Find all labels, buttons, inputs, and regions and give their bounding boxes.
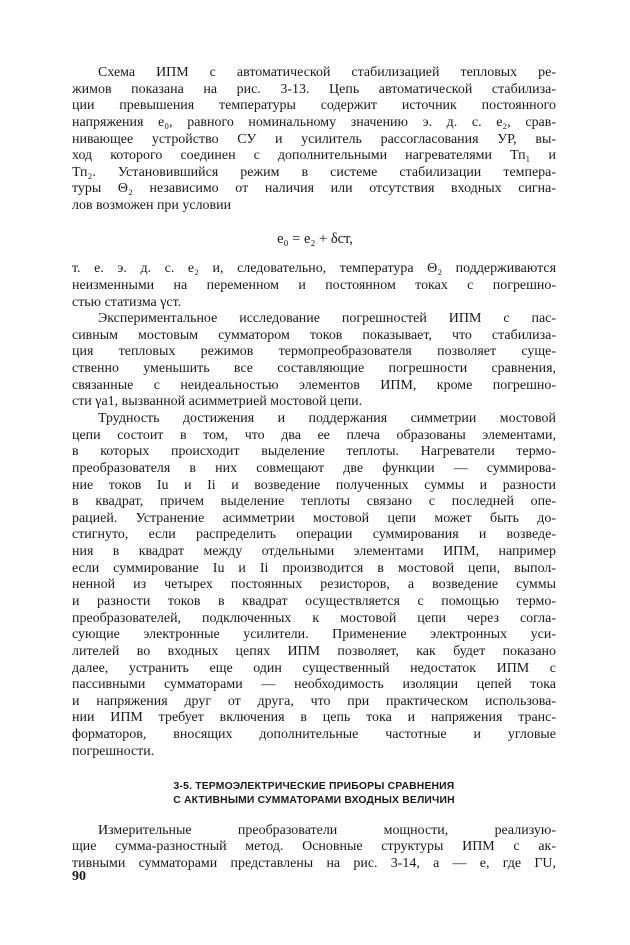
para1-line: нивающее устройство СУ и усилитель рассогласования УР, вы- [72, 132, 556, 147]
para1-cont-line: стью статизма γст. [72, 295, 182, 310]
para3-line: ния в квадрат между отдельными элементами ИПМ, например [72, 544, 556, 559]
para3-line: преобразователя в них совмещают две функции — суммирова- [72, 461, 556, 476]
para1-cont-line: неизменными на переменном и постоянном токах с погрешно- [72, 278, 556, 293]
para3-line: и разности токов в квадрат осуществляется с помощью термо- [72, 594, 556, 609]
para3-line: Трудность достижения и поддержания симметрии мостовой [98, 411, 556, 426]
para3-line: сующие электронные усилители. Применение электронных уси- [72, 627, 556, 642]
para3-line: если суммирование Iu и Ii производится в мостовой цепи, выпол- [72, 561, 556, 576]
para1-line: напряжения e₀, равного номинальному значению э. д. с. e₂, срав- [72, 115, 556, 130]
para3-line: и напряжения друг от друга, что при практическом использова- [72, 694, 556, 709]
para3-line: лителей во входных цепях ИПМ позволяет, как будет показано [72, 644, 556, 659]
para3-line: пассивными сумматорами — необходимость изоляции цепей тока [72, 677, 556, 692]
para3-line: в квадрат, причем выделение теплоты связано с последней опе- [72, 494, 556, 509]
para1-line: жимов показана на рис. 3-13. Цепь автоматической стабилиза- [72, 82, 556, 97]
para2-line: ственно уменьшить все составляющие погрешности сравнения, [72, 361, 556, 376]
para4-line: Измерительные преобразователи мощности, реализую- [98, 823, 556, 838]
page-number: 90 [72, 869, 86, 884]
para1-line: ции превышения температуры содержит источник постоянного [72, 98, 556, 113]
para3-line: погрешности. [72, 744, 155, 759]
para3-line: преобразователей, подключенных к мостовой цепи через согла- [72, 611, 556, 626]
para3-line: форматоров, вносящих дополнительные частотные и угловые [72, 727, 556, 742]
para3-line: нии ИПМ требует включения в цепь тока и напряжения транс- [72, 710, 556, 725]
para1-line: Схема ИПМ с автоматической стабилизацией тепловых ре- [98, 65, 556, 80]
para2-line: сти γa1, вызванной асимметрией мостовой цепи. [72, 394, 363, 409]
para3-line: ние токов Iu и Ii и возведение полученных суммы и разности [72, 478, 556, 493]
para1-cont-line: т. е. э. д. с. e₂ и, следовательно, температура Θ₂ поддерживаются [72, 261, 556, 276]
para3-line: в которых происходит выделение теплоты. Нагреватели термо- [72, 444, 556, 459]
para4-line: тивными сумматорами представлены на рис. 3-14, а — е, где ГU, [72, 856, 556, 871]
para1-line: ход которого соединен с дополнительными нагревателями Тп₁ и [72, 148, 556, 163]
para3-line: стигнуто, если распределить операции суммирования и возведе- [72, 527, 556, 542]
para3-line: ненной из четырех постоянных резисторов, а возведение суммы [72, 577, 556, 592]
para3-line: рацией. Устранение асимметрии мостовой цепи может быть до- [72, 511, 556, 526]
para1-line: туры Θ₂ независимо от наличия или отсутствия входных сигна- [72, 181, 556, 196]
para2-line: связанные с неидеальностью элементов ИПМ, кроме погрешно- [72, 378, 556, 393]
para3-line: цепи состоит в том, что два ее плеча образованы элементами, [72, 428, 556, 443]
para1-line: Тп₂. Установившийся режим в системе стабилизации темпера- [72, 165, 556, 180]
para2-line: ция тепловых режимов термопреобразователя позволяет суще- [72, 344, 556, 359]
para2-line: Экспериментальное исследование погрешностей ИПМ с пас- [98, 311, 556, 326]
section-heading-line: С АКТИВНЫМИ СУММАТОРАМИ ВХОДНЫХ ВЕЛИЧИН [173, 795, 455, 806]
para2-line: сивным мостовым сумматором токов показывает, что стабилиза- [72, 328, 556, 343]
para4-line: щие сумма-разностный метод. Основные структуры ИПМ с ак- [72, 839, 556, 854]
para1-line: лов возможен при условии [72, 198, 232, 213]
section-heading-line: 3-5. ТЕРМОЭЛЕКТРИЧЕСКИЕ ПРИБОРЫ СРАВНЕНИЯ [173, 781, 455, 792]
para3-line: далее, устранить еще один существенный недостаток ИПМ с [72, 661, 556, 676]
equation: e₀ = e₂ + δст, [277, 231, 353, 247]
